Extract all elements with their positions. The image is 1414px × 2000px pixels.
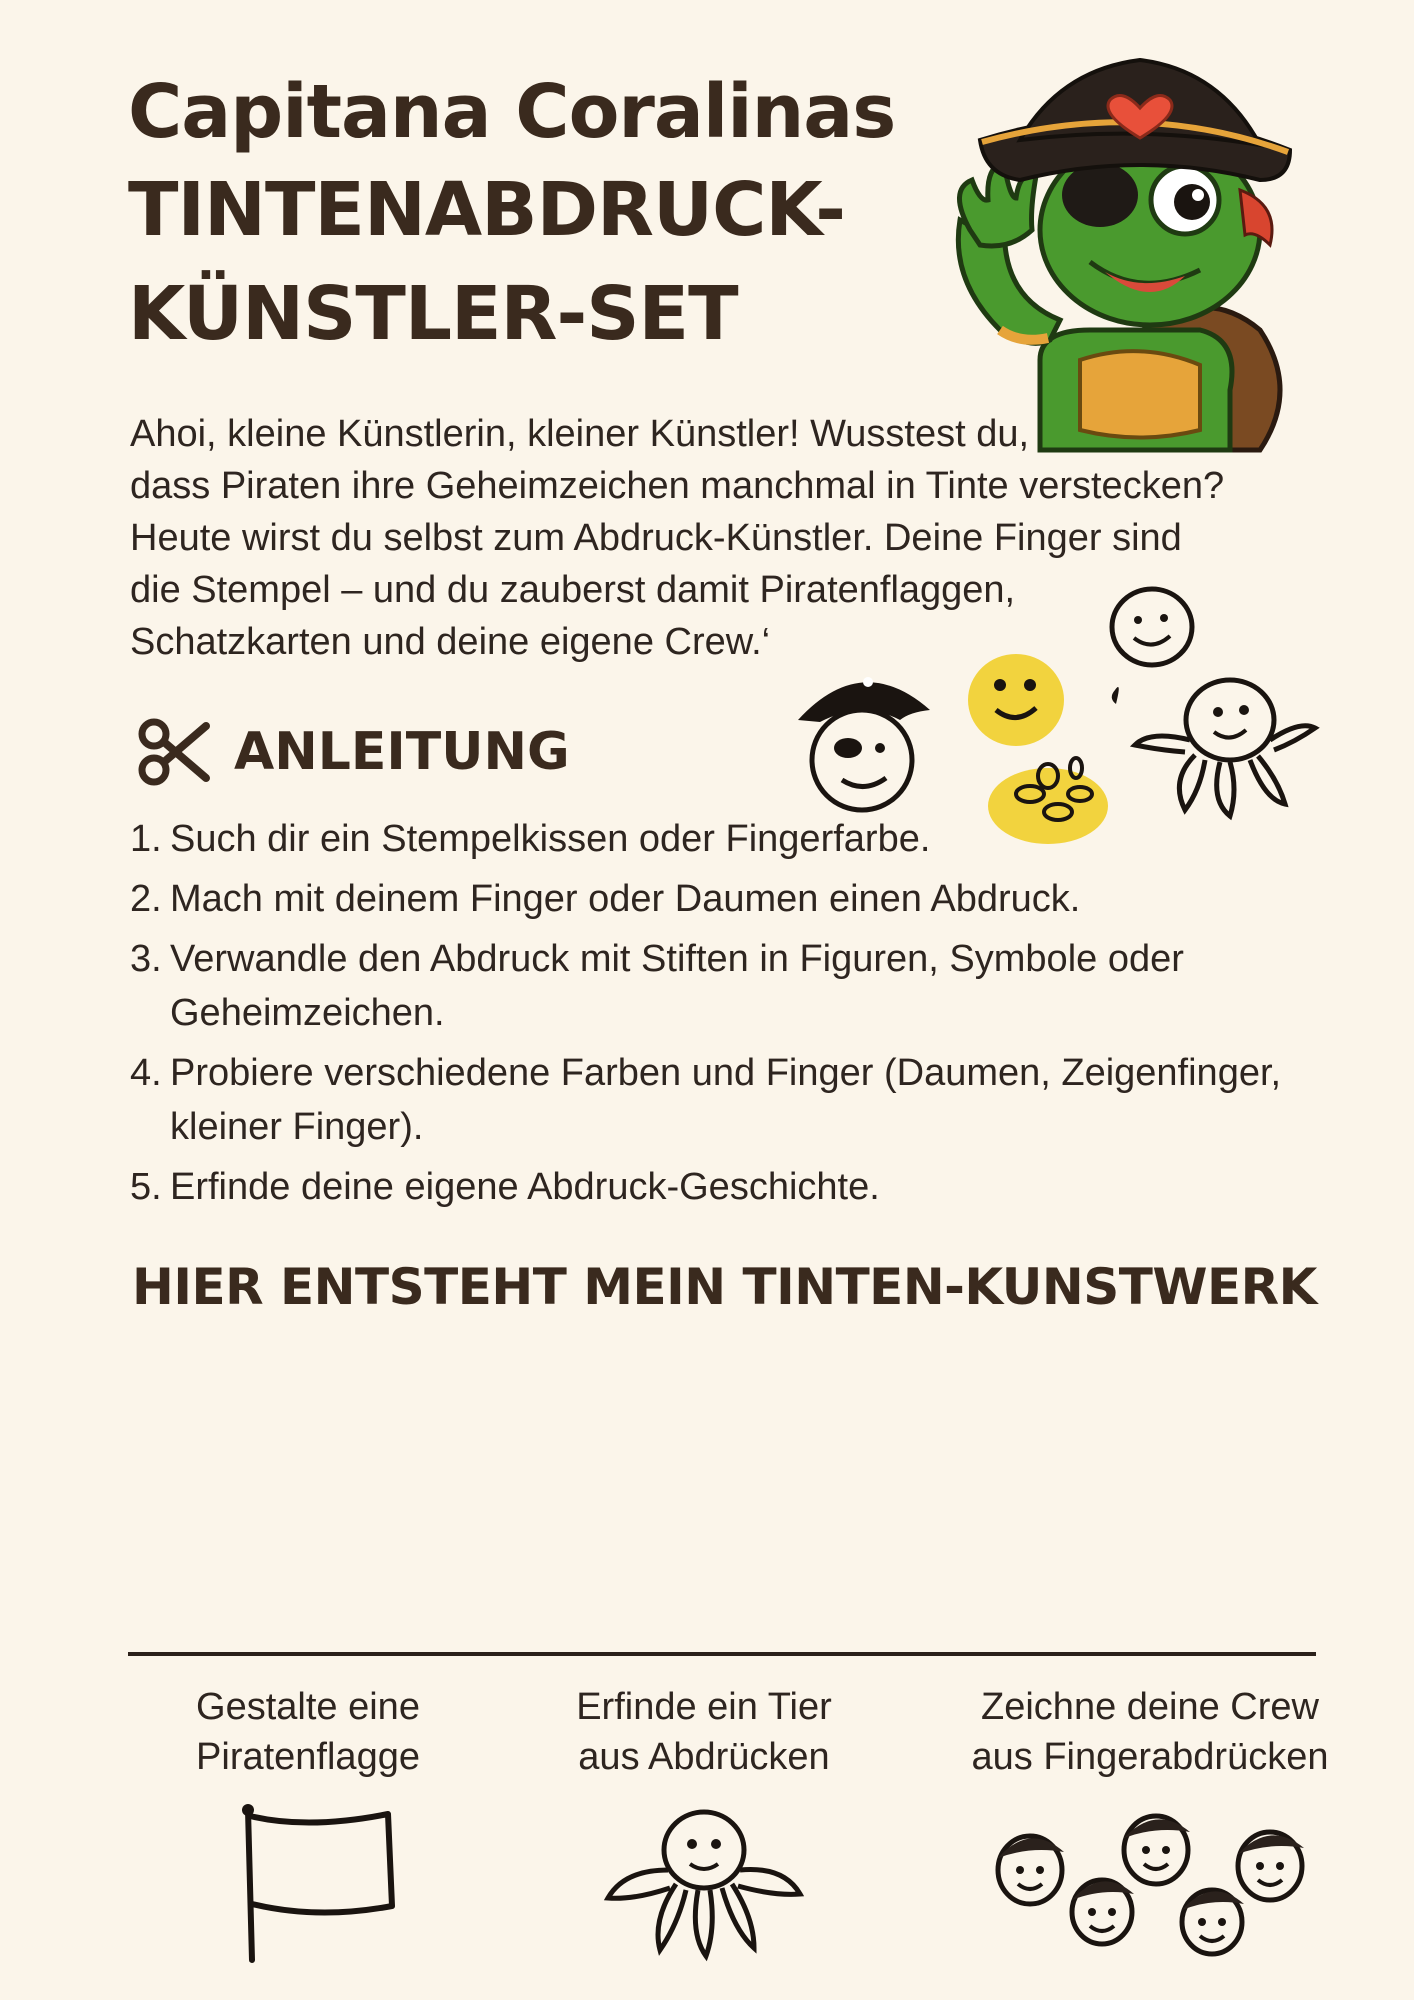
intro-line: Ahoi, kleine Künstlerin, kleiner Künstler! Wusstest du,	[130, 413, 1030, 455]
step-text: Erfinde deine eigene Abdruck-Geschichte.	[170, 1166, 880, 1208]
intro-line: Heute wirst du selbst zum Abdruck-Künstler. Deine Finger sind	[130, 517, 1182, 559]
scissors-icon	[134, 712, 214, 792]
prompt-crew	[960, 1682, 1340, 1970]
list-item	[130, 932, 1360, 1040]
flag-icon	[208, 1800, 408, 1970]
list-item	[130, 872, 1360, 926]
smiley-outline-icon	[1112, 589, 1192, 665]
step-number: 2.	[130, 878, 162, 920]
yellow-smiley-icon	[968, 654, 1064, 746]
step-number: 5.	[130, 1166, 162, 1208]
step-text: Such dir ein Stempelkissen oder Fingerfarbe.	[170, 818, 931, 860]
pirate-crew-icon	[990, 1800, 1310, 1970]
prompt-label: Erfinde ein Tier aus Abdrücken	[576, 1686, 832, 1778]
list-item	[130, 812, 1360, 866]
step-text: Verwandle den Abdruck mit Stiften in Figuren, Symbole oder Geheimzeichen.	[170, 938, 1184, 1034]
pirate-face-icon	[798, 677, 930, 810]
title-line-1: Capitana Coralinas	[128, 69, 896, 155]
prompt-flag	[118, 1682, 498, 1970]
instruction-list	[130, 812, 1360, 1220]
step-text: Probiere verschiedene Farben und Finger (Daumen, Zeigenfinger, kleiner Finger).	[170, 1052, 1282, 1148]
prompt-label: Gestalte eine Piratenflagge	[196, 1686, 420, 1778]
step-text: Mach mit deinem Finger oder Daumen einen Abdruck.	[170, 878, 1081, 920]
title-line-3: KÜNSTLER-SET	[128, 271, 738, 357]
intro-line: Schatzkarten und deine eigene Crew.‘	[130, 621, 771, 663]
octopus-doodle-icon	[1135, 680, 1315, 816]
prompt-animal	[514, 1682, 894, 1970]
octopus-icon	[594, 1800, 814, 1970]
instructions-title: ANLEITUNG	[234, 722, 570, 782]
list-item	[130, 1046, 1360, 1154]
intro-line: die Stempel – und du zauberst damit Piratenflaggen,	[130, 569, 1016, 611]
turtle-pirate-mascot-icon	[900, 30, 1340, 470]
step-number: 3.	[130, 938, 162, 980]
divider	[128, 1652, 1316, 1656]
list-item	[130, 1160, 1360, 1214]
step-number: 1.	[130, 818, 162, 860]
artwork-heading: HIER ENTSTEHT MEIN TINTEN-KUNSTWERK	[132, 1258, 1317, 1316]
title-line-2: TINTENABDRUCK-	[128, 167, 846, 253]
page-title	[128, 66, 948, 366]
step-number: 4.	[130, 1052, 162, 1094]
prompt-label: Zeichne deine Crew aus Fingerabdrücken	[971, 1686, 1329, 1778]
intro-line: dass Piraten ihre Geheimzeichen manchmal in Tinte verstecken?	[130, 465, 1225, 507]
instructions-heading	[134, 712, 570, 792]
